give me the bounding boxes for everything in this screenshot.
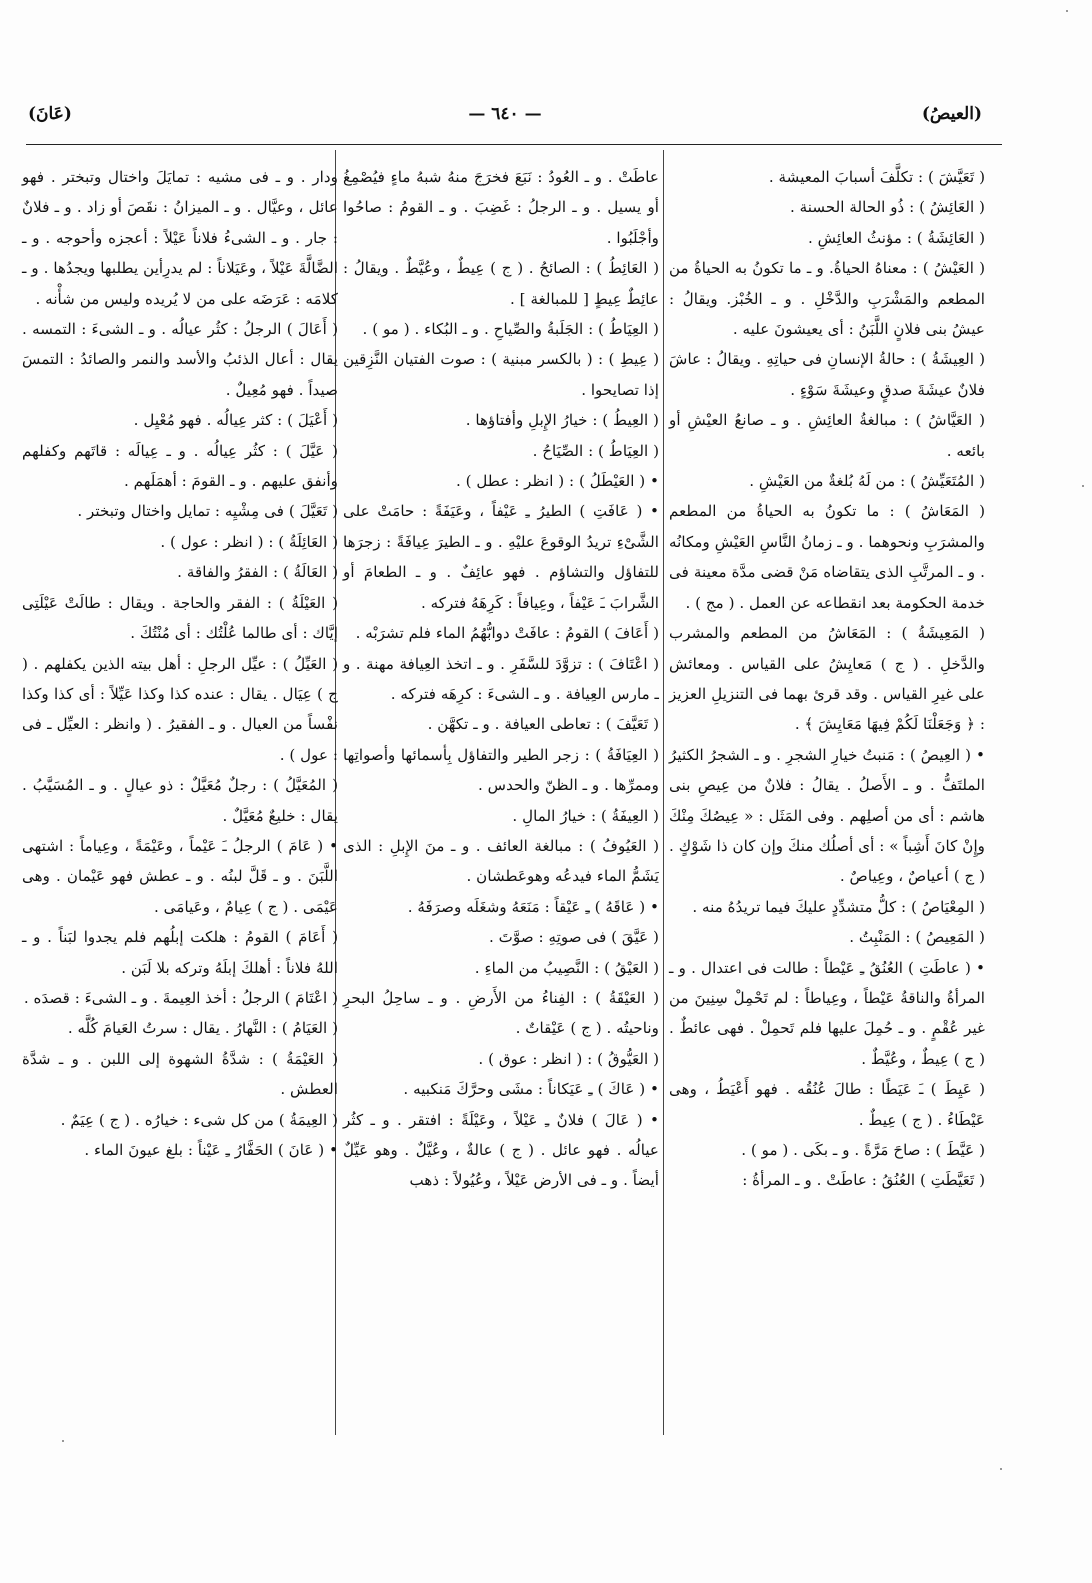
entry: • ( العَيْطَلُ ) : ( انظر : عطل ) . [455,472,659,491]
scan-speck [1066,10,1068,12]
entry: عاطَتْ . و ـ العُودُ : نَبَعَ فخرَجَ منهُ شبهُ ماءٍ فيُصْمِغُ أو يسيل . و ـ الرجلُ : غَضِبَ . و ـ القومُ : صاحُوا وأجْلَبُوا . [343,168,659,247]
entry: ( العَيُّوقُ ) : ( انظر : عوق ) . [478,1049,659,1068]
entry: ( المَعِيشَةُ ) : المَعَاشُ من المطعم والمشرب والدَّخلِ . ( ج ) مَعايِشُ على القياس . ومعائش على غيرِ القياس . وقد قرئ بهما فى التنزيلِ العزيز : ﴿ وَجَعَلْنَا لَكُمْ فِيهَا مَعَايِشَ ﴾ . [669,624,985,734]
page-header [28,104,982,144]
entry: ( العَالَةُ ) : الفقرُ والفاقة . [177,563,338,582]
scan-speck [62,1440,64,1442]
entry: ( العِيَاطُ ) : الجَلَبةُ والصِّياحِ . و ـ البُكاء . ( مو ) . [362,320,659,339]
entry: ( العَيْلَةُ ) : الفقر والحاجة . ويقال : طالَتْ عَيْلَتِى إيَّاك : أى طالما عُلْتُك : أى مُنْتُكَ . [22,593,338,643]
entry: ( المَعَاشُ ) : ما تكونُ به الحياةُ من المطعم والمشرَبِ ونحوهما . و ـ زمانُ النَّاسِ العَيْشِ ومكانُه . و ـ المرتَّبِ الذى يتقاضاه مَنْ قضى مدَّة معينة فى خدمة الحكومة بعد انقطاعه عن العمل . ( مج ) . [669,502,985,612]
entry: ودار . و ـ فى مشيه : تمايَلَ واختال وتبختر . فهو عائل ، وعيَّال . و ـ الميزانُ : نقَصَ أو زاد . و ـ فلانٌ : جار . و ـ الشىءُ فلاناً عَيْلاً : أعجزه وأحوجه . و ـ الضَّالَّةَ عَيْلاً ، وعَيَلاناً : لم يدرِأين يطلبها ويجدُها . و ـ كلامَه : عَرَضَه على من لا يُريده وليس من شأْنه . [22,168,338,308]
entry: ( أَعَامَ ) القومُ : هلكت إبلُهم فلم يجدوا لبَناً . و ـ اللهُ فلاناً : أهلكَ إبلَهُ وتركه بلا لَبَن . [22,928,338,977]
entry: ( المِعْيَاصُ ) : كلُّ متشدِّدٍ عليكَ فيما تريدُهُ منه . [692,897,985,916]
entry: • ( عاطَتِ ) العُنُقُ ـِ عَيْطاً : طالت فى اعتدال . و ـ المرأةُ والناقةُ عَيْطاً ، وعِياطاً : لم تَحْمِلْ سِنِينَ من غير عُقْمٍ . و ـ حُمِلَ عليها فلم تَحمِلْ . فهى عائطٌ . ( ج ) عِيطٌ ، وعُيَّطٌ . [669,958,985,1068]
entry: ( العَيْشُ ) : معناهُ الحياةُ. و ـ ما تكونُ به الحياةُ من المطعم والمَشْرَبِ والدَّخْلِ . و ـ الخُبْز. ويقالُ : عيشُ بنى فلانٍ اللَّبَنُ : أى يعيشونَ عليه . [669,259,985,339]
entry: ( العَيِّلُ ) : عيِّل الرجلِ : أهل بيته الذين يكفلهم . ( ج ) عِيَال . يقال : عنده كذا وكذا عَيِّلاً : أى كذا وكذا نفْساً من العيال . و ـ الفقيرُ . ( وانظر : العيِّل ـ فى : عول ) . [22,654,338,764]
entry: ( العِيَافَةُ ) : زجر الطير والتفاؤل بِأسمائها وأصواتِها وممرِّها . و ـ الظنّ والحدس . [343,745,659,795]
header-right-entry: (العيصُ) [921,104,982,124]
entry: ( العَيَامُ ) : النَّهارُ . يقال : سرتُ العَيامَ كُلَّه . [67,1019,338,1038]
entry: ( العَيْقُ ) : النَّصِيبُ من الماءِ . [474,958,659,977]
column-right [669,162,985,1196]
entry: ( العَيْمَةُ ) : شدَّةُ الشهوة إلى اللبن . و ـ شدَّة العطش . [22,1049,338,1099]
entry: • ( العِيصُ ) : مَنبتُ خيارِ الشجرِ . و ـ الشجرُ الكثيرُ الملتَفُّ . و ـ الأَصلُ . يقالُ : فلانٌ من عِيصِ بنى هاشم : أى من أصلِهم . وفى المَثَل : « عِيصُكَ مِنْكَ وإِنْ كانَ أَشِباً » : أى أصلُك منكَ وإن كان ذا شَوْكٍ . ( ج ) أعياصٌ ، وعِياصٌ . [669,745,985,886]
entry: • ( عَاقَهُ ) ـِ عَيْقاً : مَنَعَهُ وشغَلَه وصرَفَهُ . [407,897,659,916]
entry: ( أَعَافَ ) القومُ : عافَتْ دوابُّهُمُ الماء فلم تشرَبْه . [355,624,659,643]
entry: ( المُعَيَّلُ ) : رجلٌ مُعَيَّلٌ : ذو عيالٍ . و ـ المُسَيَّبُ . يقال : خليعٌ مُعَيَّلٌ . [22,776,338,825]
entry: ( تَعَيَّطَتِ ) العُنُقُ : عاطَتْ . و ـ المرأةُ : [742,1171,985,1190]
entry: ( اعْتَامَ ) الرجلُ : أخذ العِيمةَ . و ـ الشىءَ : قصدَه . [23,988,338,1007]
entry: ( العَيَّاشُ ) : مبالغةُ العائِشِ . و ـ صانعُ العيْشِ أو بائعه . [669,411,985,460]
entry: • ( عَانَ ) الحَفَّارُ ـِ عَيْناً : بلغ عيونَ الماء . [84,1141,338,1159]
column-left [22,162,338,1165]
column-middle [343,162,659,1196]
page-number: — ٦٤٠ — [468,104,542,124]
header-rule [26,144,1002,145]
entry: ( العَائِشَةُ ) : مؤنثُ العائِشِ . [808,228,985,247]
entry: ( أَعَالَ ) الرجلُ : كثُر عيالُه . و ـ الشىءَ : التمسه . يقال : أعال الذئبُ والأسد والنمر والصائدُ : التمسَ صيداً . فهو مُعِيلٌ . [22,320,338,399]
entry: ( المَعِيصُ ) : المَنْبِتُ . [849,928,985,947]
entry: ( العِيشَةُ ) : حالةُ الإنسانِ فى حياتِهِ . ويقالُ : عاشَ فلانٌ عيشَةَ صدقٍ وعيشَةَ سَوْءٍ . [669,350,985,399]
entry: ( عَيِطَ ) ـَ عَيَطًا : طالَ عُنُقُه . فهو أَعْيَطُ ، وهى عَيْطَاءُ . ( ج ) عِيطٌ . [669,1080,985,1129]
entry: ( العِيمَةُ ) من كل شىء : خيارُه . ( ج ) عِيَمٌ . [60,1110,338,1129]
entry: • ( عَافَتِ ) الطيرُ ـِ عَيْفاً ، وعَيَفَةً : حامَتْ على الشَّىْءِ تريدُ الوقوعَ عليْهِ . و ـ الطيرَ عِيافَةً : زجرَها للتفاؤل والتشاؤم . فهو عائِفٌ . و ـ الطعامَ أو الشَّرابَ ـَ عَيْفاً ، وعِيافاً : كَرِهَهُ فتركه . [343,502,659,612]
entry: • ( عَامَ ) الرجلُ ـَ عَيْماً ، وعَيْمَةً ، وعِياماً : اشتهى اللَّبَنَ . و ـ قَلَّ لبنُه . و ـ عطش فهو عَيْمان . وهى عَيْمَى . ( ج ) عِيامٌ ، وعَيامَى . [22,836,338,916]
entry: ( عَيَّلَ ) : كثُر عِيالُه . و ـ عِيالَه : قاتَهم وكفلهم وأنفق عليهم . و ـ القومَ : أهمَلَهم . [22,441,338,491]
entry: ( اعْتَافَ ) : تزوَّدَ للسَّفَرِ . و ـ اتخذ العِيافة مهنة . و ـ مارس العِيافة . و ـ الشىءَ : كرِهَه فتركه . [343,654,659,703]
entry: ( أَعْيَلَ ) : كثر عِيالُه . فهو مُعْيِل . [133,411,338,430]
entry: ( العِيطُ ) : خيارُ الإِبلِ وأفتاؤها . [465,411,659,430]
entry: ( العِيفَةُ ) : خيارُ المالِ . [512,806,659,825]
entry: ( المُتَعَيِّشُ ) : من لَهُ بُلغةٌ من العَيْشِ . [749,472,985,491]
entry: ( عَيَّطَ ) : صاحَ مَرَّةً . و ـ بكَى . ( مو ) . [741,1141,985,1159]
scan-speck [1082,485,1084,487]
header-left-entry: (عَانَ) [28,104,72,124]
entry: ( تَعَيَّشَ ) : تكلَّفَ أسبابَ المعيشة . [768,168,985,186]
entry: ( العَيْقَةُ ) : الفِناءُ من الأَرضِ . و ـ ساحِلُ البحرِ وناحيتُه . ( ج ) عَيْقاتٌ . [343,988,659,1038]
entry: ( تَعَيَّلَ ) فى مِشْيِه : تمايل واختال وتبختر . [77,502,338,521]
scan-speck [1000,1468,1002,1470]
entry: ( العَائِلَةُ ) : ( انظر : عول ) . [160,532,338,551]
entry: • ( عَاكَ ) ـِ عَيَكاناً : مشَى وحرَّكَ مَنكبيه . [403,1080,659,1099]
entry: ( عِيطِ ) : ( بالكسر مبنية ) : صوت الفتيان النَّزِقين إذا تصايحوا . [343,350,659,399]
entry: • ( عَالَ ) فلانٌ ـِ عَيْلاً ، وعَيْلَةً : افتقر . و ـ كثُر عيالُه . فهو عائل . ( ج ) عالةٌ ، وعُيَّلٌ . وهو عَيِّلٌ أيضاً . و ـ فى الأرض عَيْلاً ، وعُيُولاً : ذهب [343,1110,659,1190]
entry: ( العِيَاطُ ) : الصِّيَاحُ . [532,441,659,460]
entry: ( العَيُوفُ ) : مبالغة العائف . و ـ منَ الإِبلِ : الذى يَشَمُّ الماء فيدعُه وهوعَطشان . [343,836,659,886]
entry: ( تَعَيَّفَ ) : تعاطى العيافة . و ـ تكهَّن . [427,715,659,734]
entry: ( العَائِطُ ) : الصائحُ . ( ج ) عِيطٌ ، وعُيَّطٌ . ويقالُ : عائِطٌ عِيطٍ [ للمبالغة ] . [343,259,659,308]
entry: ( العَائِشُ ) : ذُو الحالة الحسنة . [789,198,985,217]
entry: ( عَيَّقَ ) فى صوتِهِ : صوَّتَ . [489,928,659,947]
column-divider-right [663,150,664,1435]
